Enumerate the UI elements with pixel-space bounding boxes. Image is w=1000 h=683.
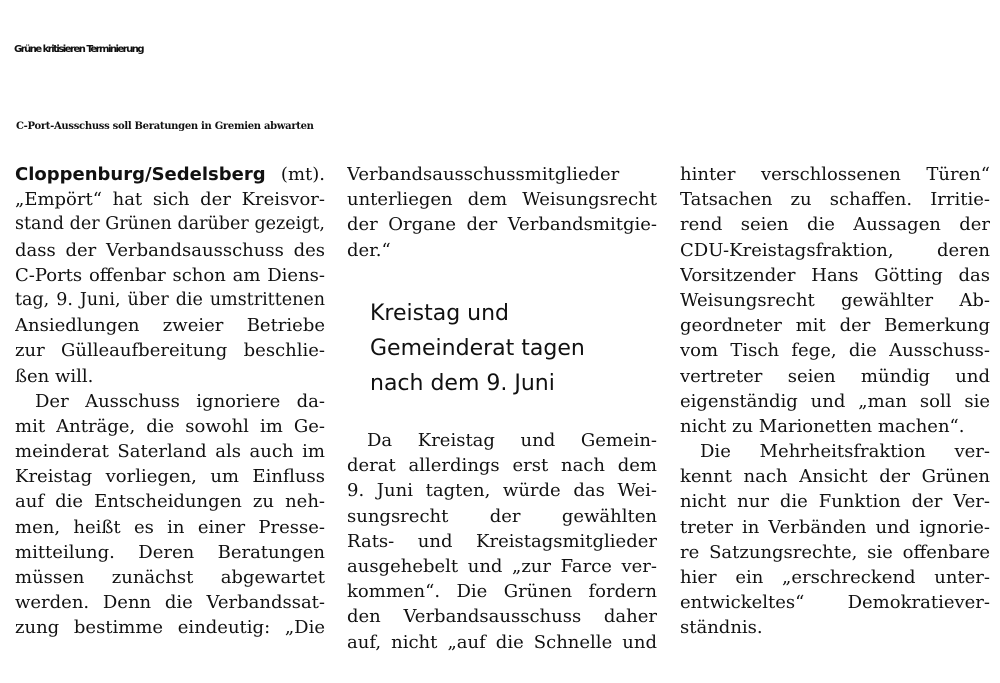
text-line: C-Ports offenbar schon am Diens-	[15, 264, 325, 286]
text-line: entwickeltes“ Demokratiever-	[680, 592, 990, 614]
text-line: kommen“. Die Grünen fordern	[347, 581, 657, 603]
text-line: Tatsachen zu schaffen. Irritie-	[680, 189, 990, 211]
text-line: kennt nach Ansicht der Grünen	[680, 466, 990, 488]
text-line: den Verbandsausschuss daher	[347, 606, 657, 628]
text-line: müssen zunächst abgewartet	[15, 567, 325, 588]
text-line: nicht zu Marionetten machen“.	[680, 415, 965, 437]
column-1	[15, 162, 325, 641]
heading-line: Kreistag und	[370, 301, 510, 326]
text-line: auf, nicht „auf die Schnelle und	[347, 631, 657, 653]
text-line: vom Tisch fege, die Ausschuss-	[680, 340, 990, 362]
text-line: eigenständig und „man soll sie	[680, 390, 990, 412]
text-line: vertreter seien mündig und	[680, 365, 990, 387]
text-line: tag, 9. Juni, über die umstrittenen	[15, 289, 325, 310]
text-line: ausgehebelt und „zur Farce ver-	[347, 555, 657, 577]
text-line: der Organe der Verbandsmitgie-	[347, 214, 657, 236]
text-line: dass der Verbandsausschuss des	[15, 239, 325, 261]
column-2-top	[347, 162, 657, 263]
dateline: Cloppenburg/Sedelsberg	[15, 164, 266, 185]
text-line: CDU-Kreistagsfraktion, deren	[680, 239, 990, 261]
intermediate-heading	[370, 296, 650, 401]
text-line: men, heißt es in einer Presse-	[15, 516, 325, 538]
text-line: werden. Denn die Verbandssat-	[15, 592, 325, 614]
text-line: unterliegen dem Weisungsrecht	[347, 189, 657, 211]
text-line: stand der Grünen darüber gezeigt,	[15, 214, 325, 235]
text-line: mitteilung. Deren Beratungen	[15, 541, 325, 563]
heading-line: Gemeinderat tagen	[370, 336, 585, 361]
text-line: zur Gülleaufbereitung beschlie-	[15, 340, 325, 362]
text-line: auf die Entscheidungen zu neh-	[15, 491, 325, 513]
author-tag: (mt).	[265, 164, 325, 185]
text-line: Der Ausschuss ignoriere da-	[35, 390, 325, 412]
text-line: Weisungsrecht gewählter Ab-	[680, 289, 990, 311]
text-line: treter in Verbänden und ignorie-	[680, 516, 990, 538]
text-line: re Satzungsrechte, sie offenbare	[680, 541, 990, 563]
text-line: Ansiedlungen zweier Betriebe	[15, 315, 325, 337]
text-line	[15, 162, 325, 187]
text-line: 9. Juni tagten, würde das Wei-	[347, 480, 657, 502]
text-line: derat allerdings erst nach dem	[347, 455, 657, 477]
text-line: nicht nur die Funktion der Ver-	[680, 491, 990, 513]
text-line: Verbandsausschussmitglieder	[347, 164, 620, 185]
text-line: Kreistag vorliegen, um Einfluss	[15, 466, 325, 488]
headline: Grüne kritisieren Terminierung	[14, 44, 144, 55]
text-line: rend seien die Aussagen der	[680, 214, 990, 236]
text-line: hier ein „erschreckend unter-	[680, 567, 990, 588]
subheadline: C-Port-Ausschuss soll Beratungen in Gremien abwarten	[16, 121, 314, 132]
text-line: ßen will.	[15, 365, 94, 387]
text-line: Da Kreistag und Gemein-	[367, 430, 657, 451]
text-line: Vorsitzender Hans Götting das	[680, 264, 990, 286]
text-line: zung bestimme eindeutig: „Die	[15, 617, 325, 639]
column-3	[680, 162, 990, 641]
text-line: der.“	[347, 239, 391, 261]
text-line: hinter verschlossenen Türen“	[680, 164, 990, 185]
column-2-bottom	[347, 428, 657, 655]
text-line: geordneter mit der Bemerkung	[680, 315, 990, 337]
text-line: ständnis.	[680, 617, 763, 639]
heading-line: nach dem 9. Juni	[370, 371, 555, 396]
text-line: Rats- und Kreistagsmitglieder	[347, 530, 657, 552]
text-line: mit Anträge, die sowohl im Ge-	[15, 415, 325, 437]
text-line: meinderat Saterland als auch im	[15, 441, 325, 463]
text-line: „Empört“ hat sich der Kreisvor-	[15, 189, 325, 211]
text-line: sungsrecht der gewählten	[347, 505, 657, 527]
text-line: Die Mehrheitsfraktion ver-	[700, 441, 990, 463]
